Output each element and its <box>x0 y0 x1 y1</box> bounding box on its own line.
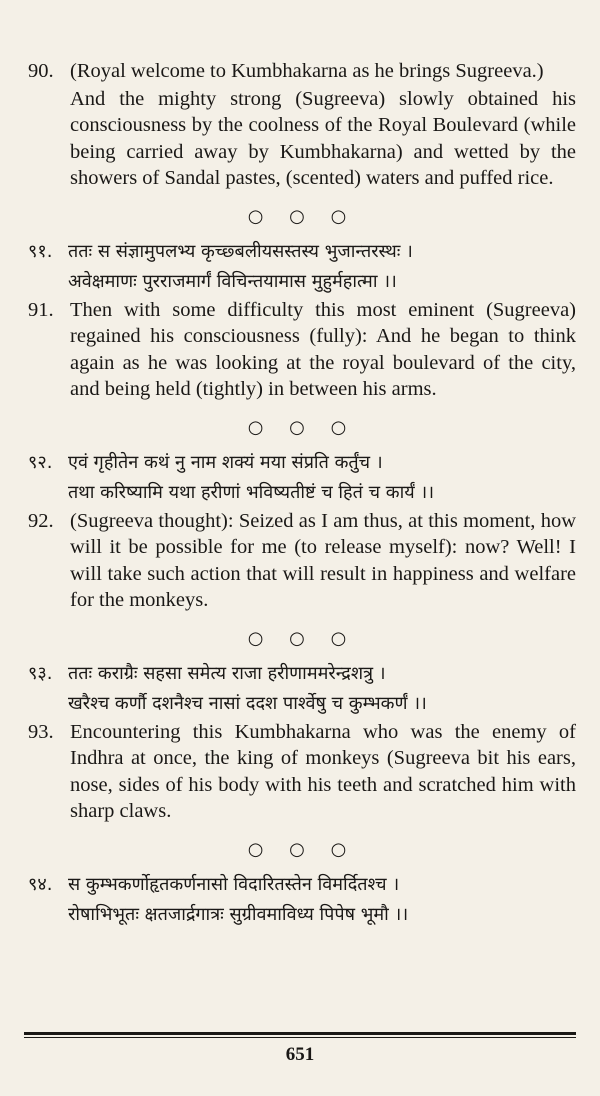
verse-93-sanskrit <box>28 659 576 719</box>
verse-90-heading: (Royal welcome to Kumbhakarna as he brings Sugreeva.) <box>70 60 544 82</box>
sanskrit-line: ततः स संज्ञामुपलभ्य कृच्छ्बलीयसस्तस्य भुजान्तरस्थः । <box>68 240 413 262</box>
sanskrit-verse-number: ९१. <box>28 240 53 262</box>
section-separator: ○ ○ ○ <box>247 838 357 860</box>
verse-94-sanskrit <box>28 870 576 930</box>
sanskrit-line: ततः कराग्रैः सहसा समेत्य राजा हरीणाममरेन्द्रशत्रु । <box>68 662 386 684</box>
verse-91-english <box>28 297 576 403</box>
footer-rule-thin <box>24 1037 576 1038</box>
sanskrit-line: अवेक्षमाणः पुरराजमार्गं विचिन्तयामास मुहुर्महात्मा ।। <box>68 270 397 292</box>
verse-number: 93. <box>28 720 54 743</box>
verse-number: 90. <box>28 60 54 82</box>
sanskrit-verse-number: ९३. <box>28 662 53 684</box>
verse-92-english <box>28 508 576 614</box>
section-separator: ○ ○ ○ <box>247 627 357 649</box>
verse-91-translation: Then with some difficulty this most eminent (Sugreeva) regained his consciousness (fully): And he began to think again as he was looking at the royal boulevard of the city, and being held (tightly) in between his arms. <box>70 298 576 400</box>
sanskrit-line: खरैश्च कर्णौ दशनैश्च नासां ददश पार्श्वेषु च कुम्भकर्णं ।। <box>68 692 427 714</box>
footer-rule-thick <box>24 1032 576 1035</box>
sanskrit-line: तथा करिष्यामि यथा हरीणां भविष्यतीष्टं च हितं च कार्यं ।। <box>68 481 435 503</box>
section-separator: ○ ○ ○ <box>247 416 357 438</box>
verse-92-translation: (Sugreeva thought): Seized as I am thus, at this moment, how will it be possible for me (to release myself): now? Well! I will take such action that will result in happiness and welfare for the monkeys. <box>70 509 576 611</box>
verse-90-english <box>28 58 576 192</box>
page-number: 651 <box>285 1044 315 1065</box>
page-content <box>28 58 576 930</box>
sanskrit-verse-number: ९२. <box>28 451 53 473</box>
sanskrit-line: एवं गृहीतेन कथं नु नाम शक्यं मया संप्रति कर्तुंच । <box>68 451 383 473</box>
verse-93-english <box>28 719 576 825</box>
section-separator: ○ ○ ○ <box>247 205 357 227</box>
sanskrit-verse-number: ९४. <box>28 873 53 895</box>
verse-92-sanskrit <box>28 448 576 508</box>
sanskrit-line: स कुम्भकर्णोहृतकर्णनासो विदारितस्तेन विमर्दितश्च । <box>68 873 400 895</box>
verse-number: 92. <box>28 509 54 532</box>
sanskrit-line: रोषाभिभूतः क्षतजार्द्रगात्रः सुग्रीवमाविध्य पिपेष भूमौ ।। <box>68 903 409 925</box>
verse-91-sanskrit <box>28 237 576 297</box>
verse-93-translation: Encountering this Kumbhakarna who was the enemy of Indhra at once, the king of monkeys (Sugreeva bit his ears, nose, sides of his body with his teeth and scratched him with sharp claws. <box>70 720 576 822</box>
verse-number: 91. <box>28 298 54 321</box>
verse-90-translation: And the mighty strong (Sugreeva) slowly obtained his consciousness by the coolness of the Royal Boulevard (while being carried away by Kumbhakarna) and wetted by the showers of Sandal pastes, (scented) waters and puffed rice. <box>70 87 576 189</box>
